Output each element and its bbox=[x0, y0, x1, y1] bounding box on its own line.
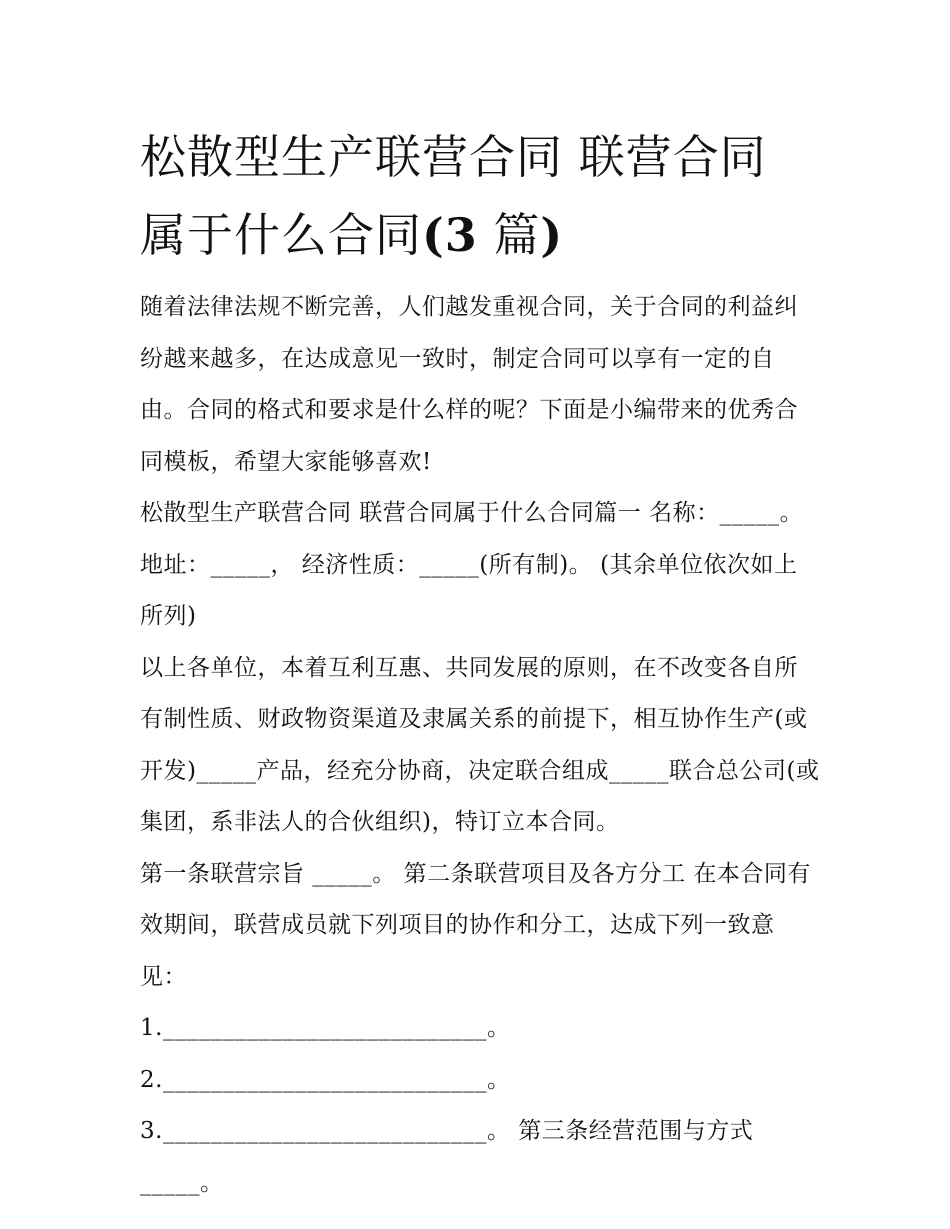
paragraph-item-3-article-3: 3.___________________________。 第三条经营范围与方式 _____。 bbox=[140, 1118, 754, 1196]
paragraph-article-1-2: 第一条联营宗旨 _____。 第二条联营项目及各方分工 在本合同有效期间，联营成员就下列项目的协作和分工，达成下列一致意见： bbox=[140, 860, 811, 990]
title-line-2-mid: 篇 bbox=[477, 208, 541, 262]
paragraph-parties: 松散型生产联营合同 联营合同属于什么合同篇一 名称：_____。 地址：_____， 经济性质：_____(所有制)。 (其余单位依次如上所列) bbox=[140, 500, 804, 629]
title-line-2-bold: (3 bbox=[422, 208, 478, 262]
paragraph-items-1-2: 1.___________________________。 2.___________________________。 bbox=[140, 1015, 511, 1093]
document-title bbox=[140, 118, 820, 274]
title-line-2-prefix: 属于什么合同 bbox=[140, 208, 422, 262]
paragraph-intro: 随着法律法规不断完善，人们越发重视合同，关于合同的利益纠纷越来越多，在达成意见一致时，制定合同可以享有一定的自由。合同的格式和要求是什么样的呢？下面是小编带来的优秀合同模板，希望大家能够喜欢! bbox=[140, 294, 798, 475]
title-line-1: 松散型生产联营合同 联营合同 bbox=[140, 130, 767, 184]
document-page bbox=[140, 118, 820, 1209]
paragraph-preamble: 以上各单位，本着互利互惠、共同发展的原则，在不改变各自所有制性质、财政物资渠道及隶属关系的前提下，相互协作生产(或开发)_____产品，经充分协商，决定联合组成_____联合总公司(或集团，系非法人的合伙组织)，特订立本合同。 bbox=[140, 654, 820, 835]
title-line-2-end: ) bbox=[540, 208, 564, 262]
